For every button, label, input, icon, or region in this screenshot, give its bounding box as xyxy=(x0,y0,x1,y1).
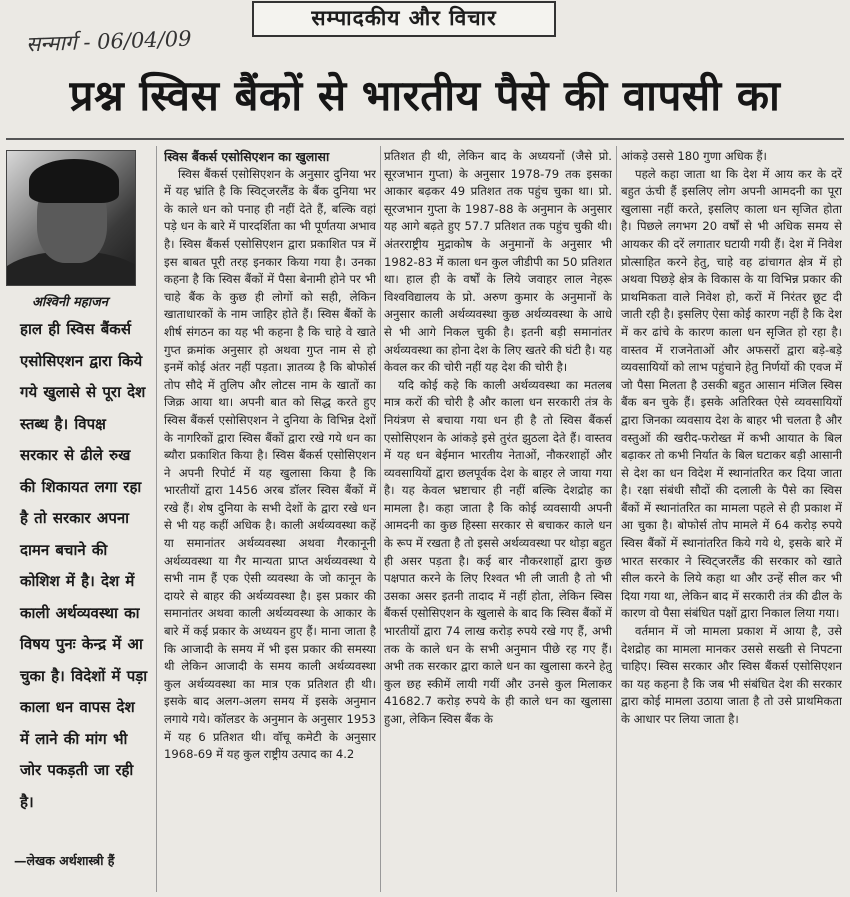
column-divider xyxy=(380,146,381,892)
column-subheading: स्विस बैंकर्स एसोसिएशन का खुलासा xyxy=(164,149,330,164)
author-byline: अश्विनी महाजन xyxy=(31,295,109,310)
article-column-3 xyxy=(621,148,842,890)
article-column-2 xyxy=(384,148,612,890)
article-intro: हाल ही स्विस बैंकर्स एसोसिएशन द्वारा किये गये खुलासे से पूरा देश स्तब्ध है। विपक्ष सरकार से ढीले रुख की शिकायत लगा रहा है तो सरकार अपना दामन बचाने की कोशिश में है। देश में काली अर्थव्यवस्था का विषय पुनः केन्द्र में आ चुका है। विदेशों में पड़ा काला धन वापस देश में लाने की मांग भी जोर पकड़ती जा रही है। xyxy=(20,320,148,811)
article-column-1 xyxy=(164,148,376,890)
paragraph: स्विस बैंकर्स एसोसिएशन के अनुसार दुनिया भर में यह भ्रांति है कि स्विट्जरलैंड के बैंक दुनिया भर के काले धन को पनाह ही नहीं देते हैं, बल्कि वहां पड़े धन के बारे में पारदर्शिता का भी पूर्णतया अभाव है। स्विस बैंकर्स एसोसिएशन द्वारा प्रकाशित पत्र में इस बाबत पूरी तरह इनकार किया गया है। उनका कहना है कि स्विस बैंकों में पैसा बेनामी होने पर भी चाहे बैंक के कुछ ही लोगों को सही, लेकिन खाताधारकों के नाम जाहिर होते हैं। स्विस बैंकों के शीर्ष संगठन का यह भी कहना है कि चाहे वे खाते गुप्त क्रमांक अनुसार हो अथवा गुप्त नाम से हो इनमें कोई अंतर नहीं पड़ता। ज्ञातव्य है कि बोफोर्स तोप सौदे में तुलिप और लोटस नाम के खातों का जिक्र आया था। अपनी बात को सिद्ध करते हुए स्विस बैंकर्स एसोसिएशन ने दुनिया के विभिन्न देशों के नागरिकों द्वारा स्विस बैंकों द्वारा रखे गये धन का ब्यौरा प्रकाशित किया है। स्विस बैंकर्स एसोसिएशन ने अपनी रिपोर्ट में यह खुलासा किया है कि भारतीयों द्वारा 1456 अरब डॉलर स्विस बैंकों में रखे हैं। शेष दुनिया के सभी देशों के द्वारा रखे धन से भी यह कहीं अधिक है। काली अर्थव्यवस्था कहें या समानांतर अर्थव्यवस्था अथवा गैरकानूनी अर्थव्यवस्था या गैर मान्यता प्राप्त अर्थव्यवस्था ये सभी नाम हैं एक ऐसी व्यवस्था के जो कानून के दायरे से बाहर की अर्थव्यवस्था है। इस प्रकार की समानांतर अथवा काली अर्थव्यवस्था के आकार के बारे में कई प्रकार के अध्ययन हुए हैं। माना जाता है कि आजादी के समय में भी इस प्रकार की समस्या थी लेकिन आजादी के समय काली अर्थव्यवस्था कुल अर्थव्यवस्था का मात्र एक प्रतिशत ही थी। इसके बाद अलग-अलग समय में इसके अनुमान लगाये गये। कॉलडर के अनुमान के अनुसार 1953 में यह 6 प्रतिशत थी। वॉचू कमेटी के अनुसार 1968-69 में यह कुल राष्ट्रीय उत्पाद का 4.2 xyxy=(164,166,376,762)
paragraph: वर्तमान में जो मामला प्रकाश में आया है, उसे देशद्रोह का मामला मानकर उससे सख्ती से निपटना चाहिए। स्विस सरकार और स्विस बैंकर्स एसोसिएशन का यह कहना है कि जब भी संबंधित देश की सरकार द्वारा कोई मामला उठाया जाता है तो उसे प्राथमिकता के आधार पर लिया जाता है। xyxy=(621,624,842,726)
author-photo xyxy=(6,150,136,286)
paragraph: पहले कहा जाता था कि देश में आय कर के दरें बहुत ऊंची हैं इसलिए लोग अपनी आमदनी का पूरा खुलासा नहीं करते, इसलिए काला धन सृजित होता है। पिछले लगभग 20 वर्षों से भी अधिक समय से आयकर की दरें लगातार घटायी गयी हैं। देश में निवेश प्रोत्साहित करने हेतु, चाहे वह ढांचागत क्षेत्र में हो अथवा पिछड़े क्षेत्र के विकास के या विभिन्न प्रकार की प्राथमिकता वाले निवेश हो, करों में निरंतर छूट दी जाती रही है। इसलिए ऐसा कोई कारण नहीं है कि देश में कर ढांचे के कारण काला धन सृजित हो रहा है। वास्तव में राजनेताओं और अफसरों द्वारा बड़े-बड़े व्यवसायियों को लाभ पहुंचाने हेतु निर्णयों की एवज में जो पैसा मिलता है उसकी बहुत आसान मंजिल स्विस बैंक बन चुके हैं। इसके अतिरिक्त ऐसे व्यवसायियों द्वारा जिनका व्यवसाय देश के बाहर भी चलता है और वस्तुओं की खरीद-फरोख्त में कभी आयात के बिल बढ़ाकर तो कभी निर्यात के बिल घटाकर बड़ी आसानी से देश का धन विदेश में स्थानांतरित कर दिया जाता है। रक्षा संबंधी सौदों की दलाली के पैसे का स्विस बैंकों में स्थानांतरित का मामला पहले से ही प्रकाश में आ चुका है। बोफोर्स तोप मामले में 64 करोड़ रुपये स्विस बैंकों में स्थानांतरित किये गये थे, इसके बारे में भारत सरकार ने स्विट्जरलैंड की सरकार को खाते सील करने के लिये कहा था और उन्हें सील कर भी दिया गया था, लेकिन बाद में सरकारी तंत्र की ढील के कारण वो पैसा संबंधित पक्षों द्वारा निकाल लिया गया। xyxy=(621,166,842,621)
section-header: सम्पादकीय और विचार xyxy=(252,1,556,37)
headline-rule xyxy=(6,138,844,140)
photo-hair xyxy=(29,159,119,203)
paragraph: प्रतिशत ही थी, लेकिन बाद के अध्ययनों (जैसे प्रो. सूरजभान गुप्ता) के अनुसार 1978-79 तक इसका आकार बढ़कर 49 प्रतिशत तक पहुंच चुका था। प्रो. सूरजभान गुप्ता के 1987-88 के अनुमान के अनुसार यह आगे बढ़ते हुए 57.7 प्रतिशत तक पहुंच चुकी थी। अंतरराष्ट्रीय मुद्राकोष के अनुमानों के अनुसार भी 1982-83 में काला धन कुल जीडीपी का 50 प्रतिशत था। हाल ही के वर्षों के लिये जवाहर लाल नेहरू विश्वविद्यालय के प्रो. अरुण कुमार के अनुमानों के अनुसार काली अर्थव्यवस्था कुछ अर्थव्यवस्था के आधे से भी आगे निकल चुकी है। इतनी बड़ी समानांतर अर्थव्यवस्था का होना देश के लिए खतरे की घंटी है। यह केवल कर की चोरी नहीं यह देश की चोरी है। xyxy=(384,149,612,375)
handwritten-dateline: सन्मार्ग - 06/04/09 xyxy=(25,26,192,57)
paragraph: आंकड़े उससे 180 गुणा अधिक हैं। xyxy=(621,149,767,163)
column-divider xyxy=(156,146,157,892)
article-headline: प्रश्न स्विस बैंकों से भारतीय पैसे की वापसी का xyxy=(69,71,781,120)
paragraph: यदि कोई कहे कि काली अर्थव्यवस्था का मतलब मात्र करों की चोरी है और काला धन सरकारी तंत्र के नियंत्रण से बचाया गया धन ही है तो स्विस बैंकर्स एसोसिएशन के आंकड़े इसे तुरंत झुठला देते हैं। वास्तव में यह धन बेईमान भारतीय नेताओं, नौकरशाहों और व्यवसायियों द्वारा छलपूर्वक देश के बाहर ले जाया गया है। यह केवल भ्रष्टाचार ही नहीं बल्कि देशद्रोह का मामला है। कहा जाता है कि कोई व्यवसायी अपनी आमदनी का कुछ हिस्सा सरकार से बचाकर काले धन के रूप में रखता है तो इससे अर्थव्यवस्था पर थोड़ा बहुत ही असर पड़ता है। कई बार नौकरशाहों द्वारा कुछ पक्षपात करने के लिए रिश्वत भी ली जाती है तो भी उसका असर इतनी तादाद में नहीं होता, लेकिन स्विस बैंकर्स एसोसिएशन के खुलासे के बाद कि स्विस बैंकों में भारतीयों द्वारा 74 लाख करोड़ रुपये रखे गए हैं, अभी तक के काले धन के सभी अनुमान पीछे रह गए हैं। अभी तक सरकार द्वारा काले धन का खुलासा करने हेतु कुल छह स्कीमें लायी गयीं और उनसे कुल मिलाकर 41682.7 करोड़ रुपये के ही काले धन का खुलासा हुआ, लेकिन स्विस बैंक के xyxy=(384,377,612,726)
column-divider xyxy=(616,146,617,892)
author-signoff: —लेखक अर्थशास्त्री हैं xyxy=(14,853,115,868)
